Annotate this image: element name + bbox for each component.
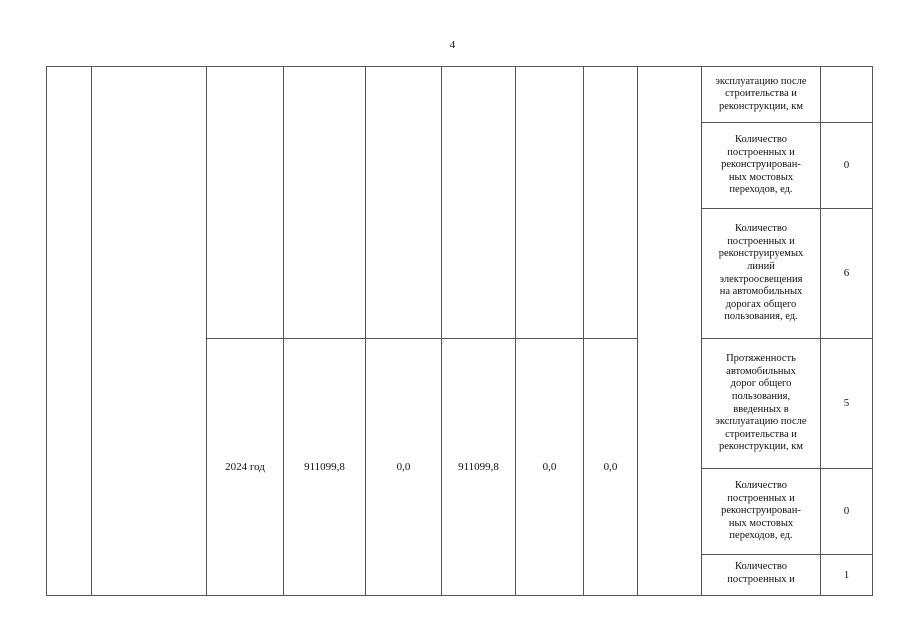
value-cell: 0,0 [542, 460, 557, 473]
indicator-line: Количество [734, 480, 788, 492]
indicator-line: реконструирован- [721, 159, 801, 171]
indicator-text [702, 339, 820, 468]
indicator-text [702, 209, 820, 338]
indicator-value: 0 [843, 159, 850, 172]
indicator-line: построенных и [727, 146, 795, 158]
indicator-line: Протяженность [726, 353, 796, 365]
indicator-line: строительства и [725, 428, 797, 440]
col-line [91, 66, 92, 596]
col-line [46, 66, 47, 596]
indicator-line: автомобильных [726, 365, 796, 377]
indicator-line: дорог общего [730, 378, 792, 390]
indicator-line: Количество [734, 223, 788, 235]
indicator-value [821, 67, 872, 122]
indicator-line: ных мостовых [728, 171, 794, 183]
col-line [637, 66, 638, 596]
indicator-line: построенных и [727, 573, 795, 585]
indicator-line: Количество [734, 134, 788, 146]
indicator-value: 5 [843, 397, 850, 410]
indicator-line: линий [747, 260, 775, 272]
indicator-value: 0 [843, 505, 850, 518]
indicator-line: реконструирован- [721, 505, 801, 517]
indicator-line: пользования, [731, 390, 791, 402]
indicator-line: построенных и [727, 235, 795, 247]
indicator-line: дорогах общего [725, 298, 797, 310]
indicator-line: пользования, ед. [724, 311, 798, 323]
indicator-line: ных мостовых [728, 517, 794, 529]
indicator-line: Количество [734, 561, 788, 572]
indicator-line: на автомобильных [719, 286, 803, 298]
indicator-line: эксплуатацию после [715, 416, 807, 428]
page-number: 4 [449, 39, 456, 51]
indicator-line: реконструкции, км [718, 441, 804, 453]
indicator-text [702, 555, 820, 595]
indicator-line: эксплуатацию после [715, 75, 807, 87]
indicator-line: строительства и [725, 88, 797, 100]
indicator-text [702, 123, 820, 208]
indicator-line: электроосвещения [719, 273, 803, 285]
table-bottom-border [46, 595, 873, 596]
total-cell: 911099,8 [304, 460, 345, 473]
year-cell: 2024 год [225, 460, 265, 473]
value-cell: 911099,8 [458, 460, 499, 473]
indicator-line: переходов, ед. [729, 530, 793, 542]
col-line [872, 66, 873, 596]
indicator-line: переходов, ед. [729, 184, 793, 196]
indicator-text [702, 67, 820, 122]
indicator-value: 1 [843, 568, 850, 581]
indicator-line: введенных в [733, 403, 789, 415]
indicator-text [702, 469, 820, 554]
indicator-line: построенных и [727, 492, 795, 504]
indicator-line: реконструируемых [718, 248, 804, 260]
indicator-line: реконструкции, км [718, 100, 804, 112]
value-cell: 0,0 [603, 460, 618, 473]
indicator-value: 6 [843, 267, 850, 280]
value-cell: 0,0 [396, 460, 411, 473]
